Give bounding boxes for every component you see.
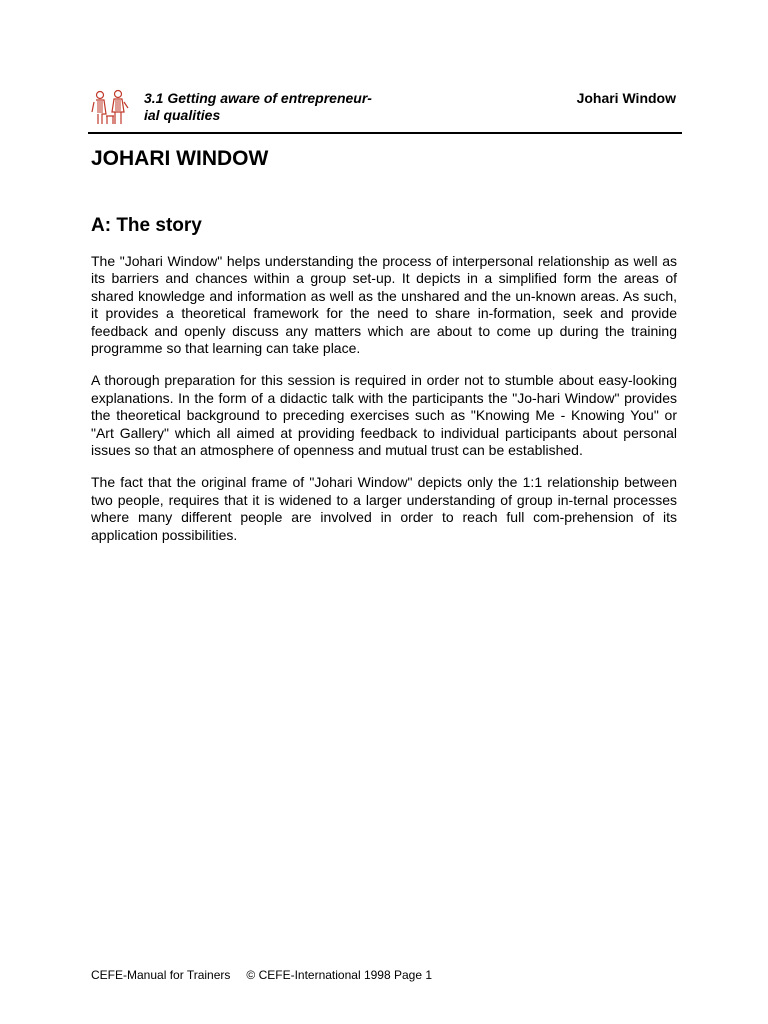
- footer-manual-title: CEFE-Manual for Trainers: [91, 968, 231, 982]
- paragraph-2: A thorough preparation for this session is required in order not to stumble about easy-looking explanations. In the form of a didactic talk with the participants the "Jo-hari Window" provides the theoretical background to preceding exercises such as "Knowing Me - Knowing You" or "Art Gallery" which all aimed at providing feedback to individual participants about personal issues so that an atmosphere of openness and mutual trust can be established.: [91, 372, 677, 459]
- section-title-line-1: 3.1 Getting aware of entrepreneur-: [144, 90, 372, 106]
- page-footer: [91, 968, 432, 983]
- page-title: JOHARI WINDOW: [91, 147, 269, 170]
- section-title: [144, 90, 444, 124]
- section-title-line-2: ial qualities: [144, 107, 221, 123]
- paragraph-1: The "Johari Window" helps understanding the process of interpersonal relationship as well as its barriers and chances within a group set-up. It depicts in a simplified form the areas of shared knowledge and information as well as the unshared and the un-known areas. As such, it provides a theoretical framework for the need to share in-formation, seek and provide feedback and openly discuss any matters which are about to come up during the training programme so that learning can take place.: [91, 253, 677, 357]
- header-topic: Johari Window: [576, 90, 676, 106]
- paragraph-3: The fact that the original frame of "Johari Window" depicts only the 1:1 relationship between two people, requires that it is widened to a larger understanding of group in-ternal processes where many different people are involved in order to reach full com-prehension of its application possibilities.: [91, 474, 677, 543]
- section-heading: A: The story: [91, 215, 202, 236]
- trainers-figures-icon: [88, 88, 132, 128]
- footer-copyright: © CEFE-International 1998 Page 1: [246, 968, 433, 982]
- page-header: [88, 86, 682, 134]
- body-text: [91, 253, 677, 559]
